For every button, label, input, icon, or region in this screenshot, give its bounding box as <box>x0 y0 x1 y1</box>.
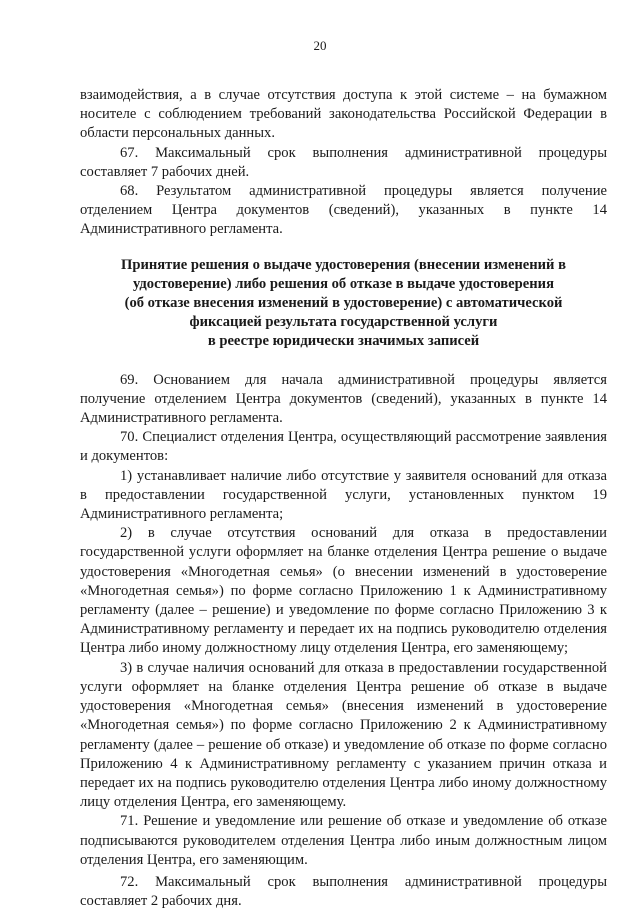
paragraph-70-item-3: 3) в случае наличия оснований для отказа в предоставлении государственной услуги оформляет на бланке отделения Центра решение об отказе в выдаче удостоверения «Многодетная семья» (внесения изменений в удостоверение «Многодетная семья») по форме согласно Приложению 2 к Административному регламенту (далее – решение об отказе) и уведомление об отказе по форме согласно Приложению 4 к Административному регламенту с указанием причин отказа и передает их на подпись руководителю отделения Центра либо иному должностному лицу отделения Центра, его заменяющему. <box>80 659 607 811</box>
paragraph-69: 69. Основанием для начала административной процедуры является получение отделением Центра документов (сведений), указанных в пункте 14 Административного регламента. <box>80 371 607 427</box>
paragraph-72: 72. Максимальный срок выполнения административной процедуры составляет 2 рабочих дня. <box>80 873 607 910</box>
heading-line: фиксацией результата государственной услуги <box>189 314 498 331</box>
heading-line: Принятие решения о выдаче удостоверения (внесении изменений в <box>120 256 566 273</box>
paragraph-70-item-1: 1) устанавливает наличие либо отсутствие у заявителя оснований для отказа в предоставлении государственной услуги, установленных пунктом 19 Административного регламента; <box>80 467 607 523</box>
paragraph-67: 67. Максимальный срок выполнения административной процедуры составляет 7 рабочих дней. <box>80 144 607 180</box>
document-body <box>80 86 607 911</box>
heading-line: (об отказе внесения изменений в удостоверение) с автоматической <box>124 295 563 312</box>
paragraph-71: 71. Решение и уведомление или решение об отказе и уведомление об отказе подписываются руководителем отделения Центра либо иным должностным лицом отделения Центра, его заменяющим. <box>80 813 607 868</box>
paragraph-continuation: взаимодействия, а в случае отсутствия доступа к этой системе – на бумажном носителе с соблюдением требований законодательства Российской Федерации в области персональных данных. <box>80 87 607 142</box>
paragraph-70: 70. Специалист отделения Центра, осуществляющий рассмотрение заявления и документов: <box>80 429 607 465</box>
paragraph-68: 68. Результатом административной процедуры является получение отделением Центра документов (сведений), указанных в пункте 14 Административного регламента. <box>80 183 607 238</box>
paragraph-70-item-2: 2) в случае отсутствия оснований для отказа в предоставлении государственной услуги оформляет на бланке отделения Центра решение о выдаче удостоверения «Многодетная семья» (о внесении изменений в удостоверение «Многодетная семья») по форме согласно Приложению 1 к Административному регламенту (далее – решение) и уведомление по форме согласно Приложению 3 к Административному регламенту и передает их на подпись руководителю отделения Центра либо иному должностному лицу отделения Центра, его заменяющему; <box>80 525 607 657</box>
heading-line: в реестре юридически значимых записей <box>207 333 480 350</box>
heading-line: удостоверение) либо решения об отказе в выдаче удостоверения <box>133 275 554 292</box>
page-number: 20 <box>313 38 327 53</box>
section-heading <box>80 256 607 352</box>
